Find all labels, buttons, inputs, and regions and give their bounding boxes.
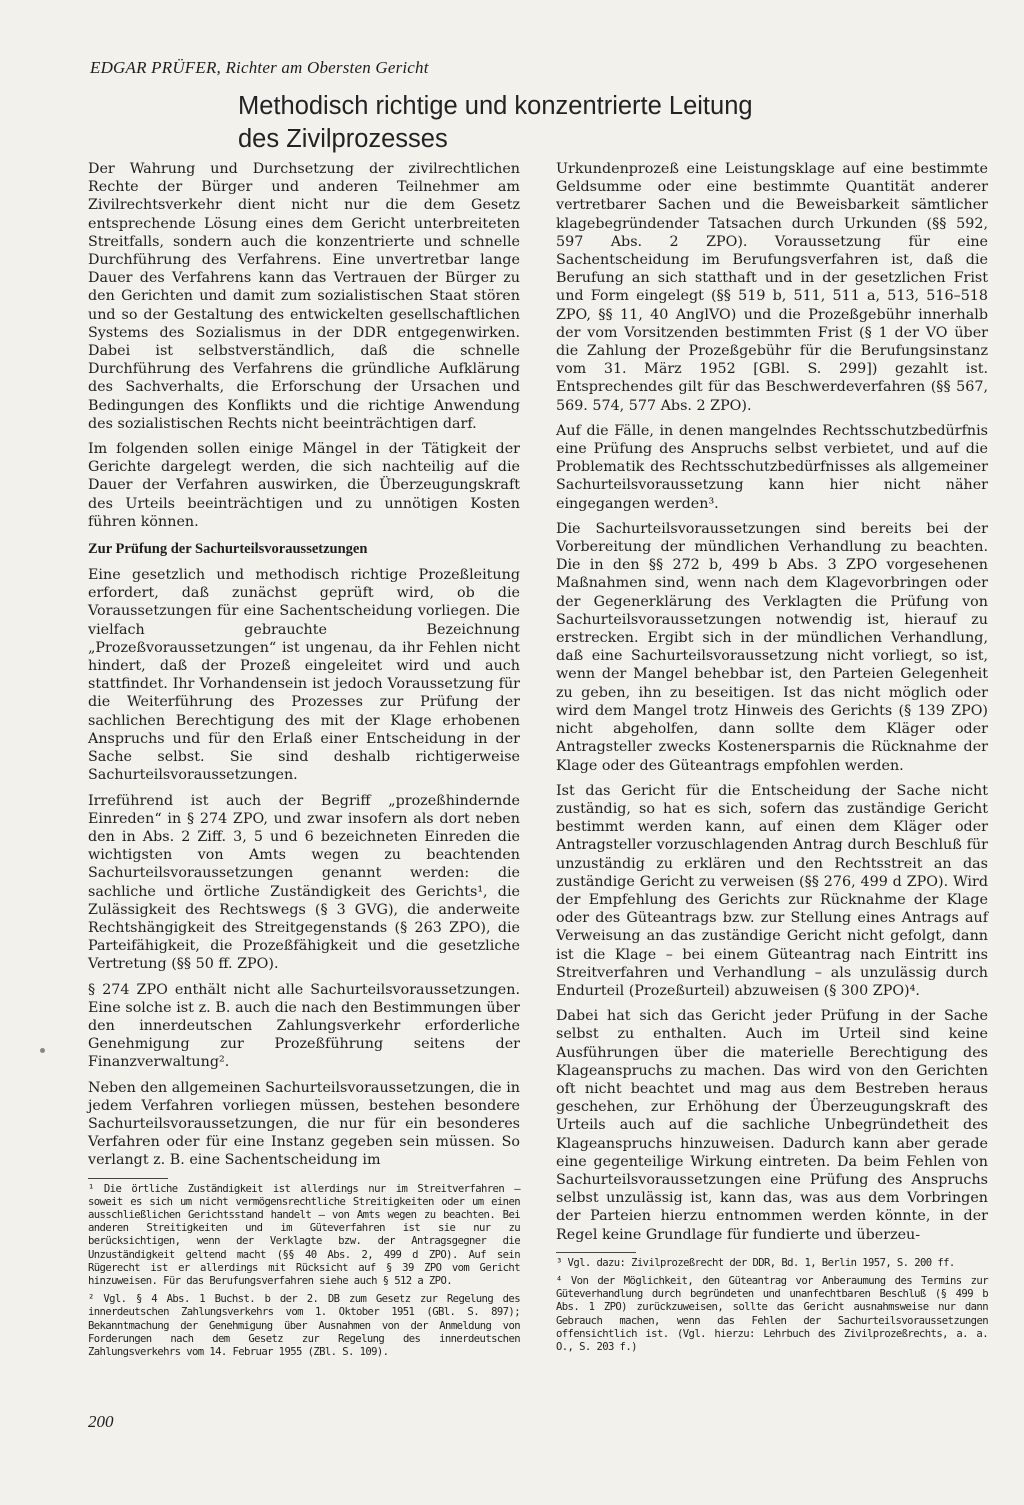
paragraph: Eine gesetzlich und methodisch richtige Prozeßleitung erfordert, daß zunächst geprüft wird, ob die Voraussetzungen für eine Sachentscheidung vorliegen. Die vielfach gebrauchte Bezeichnung „Prozeßvoraussetzungen“ ist ungenau, da ihr Fehlen nicht hindert, daß der Prozeß eingeleitet wird und auch stattfindet. Ihr Vorhandensein ist jedoch Voraussetzung für die Weiterführung des Prozesses zur Prüfung der sachlichen Berechtigung des mit der Klage erhobenen Anspruchs und für den Erlaß einer Entscheidung in der Sache selbst. Sie sind deshalb richtigerweise Sachurteilsvoraussetzungen. <box>88 567 520 784</box>
footnote-divider <box>556 1252 636 1253</box>
footnote: ² Vgl. § 4 Abs. 1 Buchst. b der 2. DB zum Gesetz zur Regelung des innerdeutschen Zahlungsverkehrs vom 1. Oktober 1951 (GBl. S. 897); Bekanntmachung der Genehmigung über Ausnahmen von der Anmeldung von Forderungen nach dem Gesetz zur Regelung des innerdeutschen Zahlungsverkehrs vom 14. Februar 1955 (ZBl. S. 109). <box>88 1293 520 1358</box>
paragraph: Der Wahrung und Durchsetzung der zivilrechtlichen Rechte der Bürger und anderen Teilnehmer am Zivilrechtsverkehr dient nicht nur die dem Gesetz entsprechende Lösung eines dem Gericht unterbreiteten Streitfalls, sondern auch die konzentrierte und schnelle Durchführung des Verfahrens. Eine unvertretbar lange Dauer des Verfahrens kann das Vertrauen der Bürger zu den Gerichten und damit zum sozialistischen Staat stören und so der Gestaltung des entwickelten gesellschaftlichen Systems des Sozialismus in der DDR entgegenwirken. Dabei ist selbstverständlich, daß die schnelle Durchführung des Verfahrens die gründliche Aufklärung des Sachverhalts, die Erforschung der Ursachen und Bedingungen des Konflikts und die richtige Anwendung des sozialistischen Rechts nicht beeinträchtigen darf. <box>88 161 520 432</box>
paragraph: Im folgenden sollen einige Mängel in der Tätigkeit der Gerichte dargelegt werden, die sich nachteilig auf die Dauer der Verfahren auswirken, die Überzeugungskraft des Urteils beeinträchtigen und zu unnötigen Kosten führen können. <box>88 441 520 530</box>
footnote: ³ Vgl. dazu: Zivilprozeßrecht der DDR, Bd. 1, Berlin 1957, S. 200 ff. <box>556 1256 955 1269</box>
footnote: ⁴ Von der Möglichkeit, den Güteantrag vor Anberaumung des Termins zur Güteverhandlung durch begründeten und unanfechtbaren Beschluß (§ 499 b Abs. 1 ZPO) zurückzuweisen, sollte das Gericht ausnahmsweise nur dann Gebrauch machen, wenn das Fehlen der Sachurteilsvoraussetzungen offensichtlich ist. (Vgl. hierzu: Lehrbuch des Zivilprozeßrechts, a. a. O., S. 203 f.) <box>556 1274 988 1353</box>
footnote: ¹ Die örtliche Zuständigkeit ist allerdings nur im Streitverfahren – soweit es sich um nicht vermögensrechtliche Streitigkeiten oder um einen ausschließlichen Gerichtsstand handelt – von Amts wegen zu beachten. Bei anderen Streitigkeiten und im Güteverfahren ist sie nur zu berücksichtigen, wenn der Verklagte bzw. der Antragsgegner die Unzuständigkeit geltend macht (§§ 40 Abs. 2, 499 d ZPO). Auf sein Rügerecht ist er allerdings mit Rücksicht auf § 39 ZPO vom Gericht hinzuweisen. Für das Berufungsverfahren siehe auch § 512 a ZPO. <box>88 1182 520 1287</box>
author-line: EDGAR PRÜFER, Richter am Obersten Gericht <box>90 58 429 77</box>
paragraph: Ist das Gericht für die Entscheidung der Sache nicht zuständig, so hat es sich, sofern das zuständige Gericht bestimmt werden kann, auf einen dem Kläger oder Antragsteller vorzuschlagenden Antrag durch Beschluß für unzuständig zu erklären und den Rechtsstreit an das zuständige Gericht zu verweisen (§§ 276, 499 d ZPO). Wird der Empfehlung des Gerichts zur Rücknahme der Klage oder des Güteantrags bzw. zur Stellung eines Antrags auf Verweisung an das zuständige Gericht nicht gefolgt, dann ist die Klage – bei einem Güteantrag nach Eintritt ins Streitverfahren und Verhandlung – als unzulässig durch Endurteil (Prozeßurteil) abzuweisen (§ 300 ZPO)⁴. <box>556 782 988 999</box>
paragraph: Urkundenprozeß eine Leistungsklage auf eine bestimmte Geldsumme oder eine bestimmte Quantität anderer vertretbarer Sachen und die Beweisbarkeit sämtlicher klagebegründender Tatsachen durch Urkunden (§§ 592, 597 Abs. 2 ZPO). Voraussetzung für eine Sachentscheidung im Berufungsverfahren ist, daß die Berufung an sich statthaft und in der gesetzlichen Frist und Form eingelegt (§§ 519 b, 511, 511 a, 513, 516–518 ZPO, §§ 11, 40 AnglVO) und die Prozeßgebühr innerhalb der vom Vorsitzenden bestimmten Frist (§ 1 der VO über die Zahlung der Prozeßgebühr für die Berufungsinstanz vom 31. März 1952 [GBl. S. 299]) gezahlt ist. Entsprechendes gilt für das Beschwerdeverfahren (§§ 567, 569. 574, 577 Abs. 2 ZPO). <box>556 161 988 414</box>
paragraph: Neben den allgemeinen Sachurteilsvoraussetzungen, die in jedem Verfahren vorliegen müssen, bestehen besondere Sachurteilsvoraussetzungen, die nur für ein besonderes Verfahren oder für eine Instanz gegeben sein müssen. So verlangt z. B. eine Sachentscheidung im <box>88 1079 520 1169</box>
paragraph: Die Sachurteilsvoraussetzungen sind bereits bei der Vorbereitung der mündlichen Verhandlung zu beachten. Die in den §§ 272 b, 499 b Abs. 3 ZPO vorgesehenen Maßnahmen sind, wenn nach dem Klagevorbringen oder der Gegenerklärung des Verklagten die Prüfung von Sachurteilsvoraussetzungen notwendig ist, hierauf zu erstrecken. Ergibt sich in der mündlichen Verhandlung, daß eine Sachurteilsvoraussetzung nicht vorliegt, so ist, wenn der Mangel behebbar ist, den Parteien Gelegenheit zu geben, ihn zu beseitigen. Ist das nicht möglich oder wird dem Mangel trotz Hinweis des Gerichts (§ 139 ZPO) nicht abgeholfen, dann sollte dem Kläger oder Antragsteller zwecks Kostenersparnis die Rücknahme der Klage oder des Güteantrags empfohlen werden. <box>556 520 988 774</box>
paragraph: § 274 ZPO enthält nicht alle Sachurteilsvoraussetzungen. Eine solche ist z. B. auch die nach den Bestimmungen über den innerdeutschen Zahlungsverkehr erforderliche Genehmigung zur Prozeßführung seitens der Finanzverwaltung². <box>88 981 520 1071</box>
paragraph: Dabei hat sich das Gericht jeder Prüfung in der Sache selbst zu enthalten. Auch im Urteil sind keine Ausführungen über die materielle Berechtigung des Klageanspruchs zu machen. Das wird von den Gerichten oft nicht beachtet und mag aus dem Bestreben heraus geschehen, zur Erhöhung der Überzeugungskraft des Urteils auch auf die sachliche Unbegründetheit des Klageanspruchs hinzuweisen. Dadurch kann aber gerade eine gegenteilige Wirkung eintreten. Da beim Fehlen von Sachurteilsvoraussetzungen eine Prüfung des Anspruchs selbst unzulässig ist, kann das, was aus dem Vorbringen der Parteien hierzu entnommen werden könnte, in der Regel keine Grundlage für fundierte und überzeu- <box>556 1008 988 1243</box>
paragraph: Auf die Fälle, in denen mangelndes Rechtsschutzbedürfnis eine Prüfung des Anspruchs selbst verbietet, und auf die Problematik des Rechtsschutzbedürfnisses als allgemeiner Sachurteilsvoraussetzung kann hier nicht näher eingegangen werden³. <box>556 422 988 512</box>
paragraph: Irreführend ist auch der Begriff „prozeßhindernde Einreden“ in § 274 ZPO, und zwar insofern als dort neben den in Abs. 2 Ziff. 3, 5 und 6 bezeichneten Einreden die wichtigsten von Amts wegen zu beachtenden Sachurteilsvoraussetzungen genannt werden: die sachliche und örtliche Zuständigkeit des Gerichts¹, die Zulässigkeit des Rechtswegs (§ 3 GVG), die anderweite Rechtshängigkeit des Streitgegenstands (§ 263 ZPO), die Parteifähigkeit, die Prozeßfähigkeit und die gesetzliche Vertretung (§§ 50 ff. ZPO). <box>88 792 520 973</box>
margin-mark <box>40 1048 45 1053</box>
section-heading: Zur Prüfung der Sachurteilsvoraussetzungen <box>88 541 368 558</box>
footnote-divider <box>88 1178 168 1179</box>
left-column <box>88 160 520 1364</box>
article-title: Methodisch richtige und konzentrierte Leitung des Zivilprozesses <box>238 92 753 153</box>
page-number: 200 <box>88 1412 114 1431</box>
right-column <box>556 160 988 1359</box>
